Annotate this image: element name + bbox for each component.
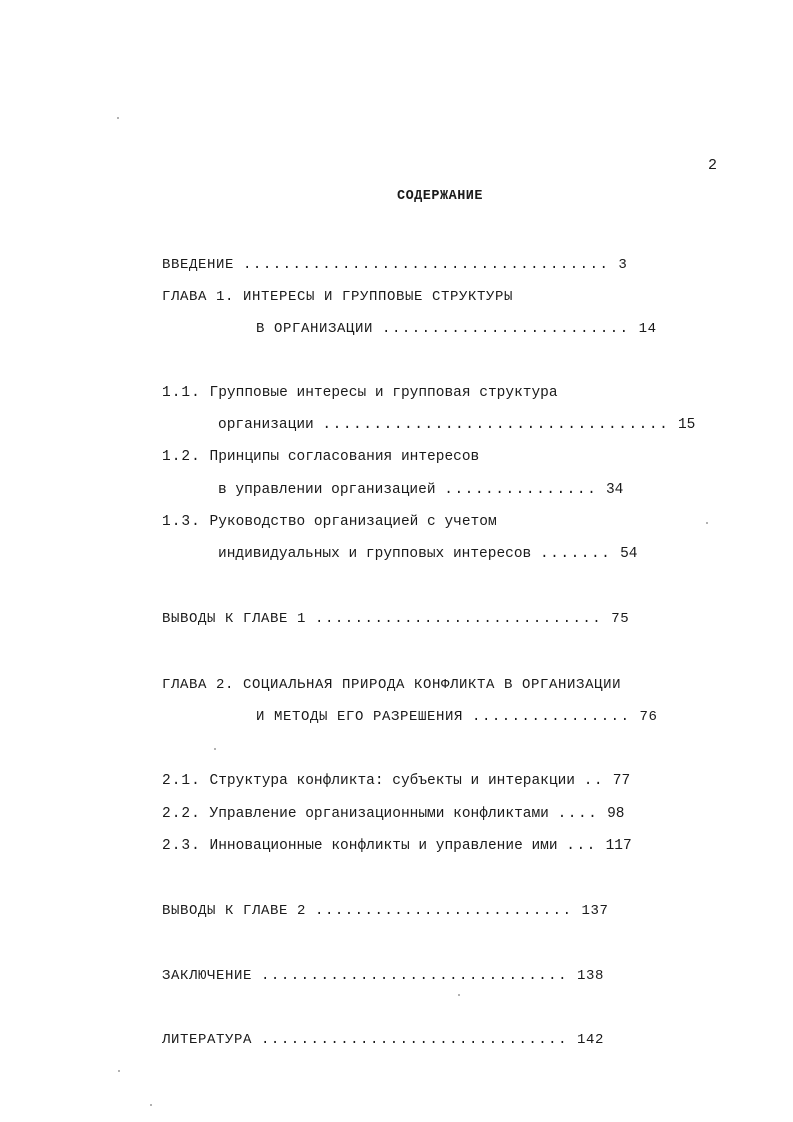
toc-entry-page: 77	[612, 773, 631, 789]
toc-entry-number: 2.3.	[162, 838, 201, 854]
toc-entry-label: Инновационные конфликты и управление ими	[209, 838, 558, 854]
leader-dots: .......	[539, 546, 612, 562]
scan-speck	[150, 1104, 152, 1106]
toc-entry-conclusions-1[interactable]	[162, 610, 629, 628]
toc-entry-number: 2.2.	[162, 806, 201, 822]
toc-entry-number: 1.1.	[162, 385, 201, 401]
leader-dots: ................	[472, 709, 631, 725]
toc-entry-label: Руководство организацией с учетом	[209, 514, 497, 530]
toc-entry-label: ЛИТЕРАТУРА	[162, 1032, 253, 1048]
toc-entry-section-1-1-cont[interactable]	[218, 416, 695, 434]
toc-entry-page: 14	[638, 321, 657, 337]
toc-entry-introduction[interactable]	[162, 256, 627, 274]
toc-entry-label: Групповые интересы и групповая структура	[209, 385, 558, 401]
leader-dots: ...	[566, 838, 597, 854]
toc-entry-section-1-2[interactable]	[162, 448, 479, 466]
scan-speck	[118, 1070, 120, 1072]
toc-entry-section-1-1[interactable]	[162, 384, 558, 402]
toc-entry-label: ГЛАВА 1. ИНТЕРЕСЫ И ГРУППОВЫЕ СТРУКТУРЫ	[162, 289, 514, 305]
page-number: 2	[708, 157, 718, 174]
toc-entry-label: ГЛАВА 2. СОЦИАЛЬНАЯ ПРИРОДА КОНФЛИКТА В ОРГАНИЗАЦИИ	[162, 677, 622, 693]
toc-entry-page: 138	[577, 968, 605, 984]
scan-speck	[214, 748, 216, 750]
toc-entry-label: В ОРГАНИЗАЦИИ	[256, 321, 374, 337]
toc-entry-label: Управление организационными конфликтами	[209, 806, 549, 822]
toc-entry-page: 137	[581, 903, 609, 919]
toc-entry-page: 15	[677, 417, 696, 433]
toc-entry-label: Структура конфликта: субъекты и интеракции	[209, 773, 575, 789]
toc-entry-chapter-1[interactable]	[162, 288, 513, 306]
toc-entry-page: 54	[620, 546, 638, 562]
toc-entry-section-2-3[interactable]	[162, 837, 632, 855]
leader-dots: ..................................	[322, 417, 670, 433]
toc-entry-literature[interactable]	[162, 1031, 604, 1049]
toc-entry-page: 34	[605, 482, 624, 498]
toc-entry-number: 2.1.	[162, 773, 201, 789]
toc-entry-label: индивидуальных и групповых интересов	[218, 546, 532, 562]
leader-dots: ....	[557, 806, 599, 822]
toc-entry-label: ВВЕДЕНИЕ	[162, 257, 235, 273]
toc-entry-label: ЗАКЛЮЧЕНИЕ	[162, 968, 253, 984]
toc-entry-page: 142	[577, 1032, 605, 1048]
toc-entry-chapter-2-cont[interactable]	[256, 708, 658, 726]
toc-entry-page: 76	[639, 709, 658, 725]
leader-dots: .........................	[382, 321, 630, 337]
leader-dots: ..	[583, 773, 605, 789]
leader-dots: .....................................	[243, 257, 610, 273]
leader-dots: ...............................	[261, 1032, 568, 1048]
toc-entry-conclusion[interactable]	[162, 967, 604, 985]
toc-entry-section-2-2[interactable]	[162, 805, 625, 823]
toc-entry-page: 98	[607, 806, 625, 822]
toc-entry-chapter-1-cont[interactable]	[256, 320, 657, 338]
toc-entry-label: И МЕТОДЫ ЕГО РАЗРЕШЕНИЯ	[256, 709, 464, 725]
toc-entry-page: 117	[605, 838, 632, 854]
toc-entry-page: 3	[618, 257, 628, 273]
leader-dots: ...............................	[261, 968, 568, 984]
leader-dots: ..........................	[315, 903, 573, 919]
toc-entry-conclusions-2[interactable]	[162, 902, 609, 920]
toc-entry-page: 75	[611, 611, 630, 627]
toc-entry-label: в управлении организацией	[218, 482, 436, 498]
toc-entry-label: ВЫВОДЫ К ГЛАВЕ 1	[162, 611, 307, 627]
scan-speck	[458, 994, 460, 996]
scan-speck	[117, 117, 119, 119]
toc-entry-number: 1.3.	[162, 514, 201, 530]
toc-entry-section-1-3-cont[interactable]	[218, 545, 638, 563]
toc-entry-number: 1.2.	[162, 449, 201, 465]
scan-speck	[706, 522, 708, 524]
toc-entry-label: организации	[218, 417, 314, 433]
toc-entry-section-1-2-cont[interactable]	[218, 481, 623, 499]
toc-title: СОДЕРЖАНИЕ	[396, 189, 483, 204]
toc-entry-section-1-3[interactable]	[162, 513, 497, 531]
toc-entry-section-2-1[interactable]	[162, 772, 630, 790]
toc-entry-label: Принципы согласования интересов	[209, 449, 480, 465]
leader-dots: .............................	[315, 611, 603, 627]
leader-dots: ...............	[444, 482, 598, 498]
toc-entry-chapter-2[interactable]	[162, 676, 621, 694]
toc-entry-label: ВЫВОДЫ К ГЛАВЕ 2	[162, 903, 307, 919]
